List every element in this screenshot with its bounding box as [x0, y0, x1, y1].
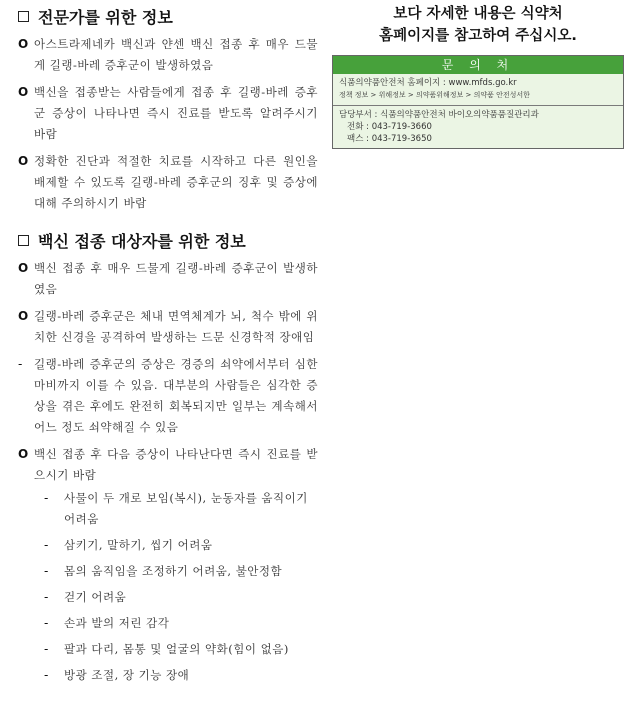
- left-column: [18, 0, 318, 686]
- dash-bullet-icon: -: [18, 357, 23, 371]
- dash-bullet-icon: -: [44, 491, 49, 505]
- dash-bullet-icon: -: [44, 616, 49, 630]
- dash-bullet-icon: -: [44, 668, 49, 682]
- list-item-text: 백신 접종 후 다음 증상이 나타난다면 즉시 진료를 받으시기 바람: [34, 447, 318, 482]
- notice: [332, 3, 624, 47]
- list-item-text: 길랭-바레 증후군은 체내 면역체계가 뇌, 척수 밖에 위치한 신경을 공격하여 발생하는 드문 신경학적 장애임: [34, 309, 318, 344]
- list-item-text: 백신 접종 후 매우 드물게 길랭-바레 증후군이 발생하였음: [34, 261, 318, 296]
- dash-bullet-icon: -: [44, 564, 49, 578]
- contact-homepage-block: [333, 74, 623, 106]
- recipients-heading-text: 백신 접종 대상자를 위한 정보: [38, 231, 246, 251]
- symptom-item: [18, 561, 318, 582]
- symptom-item: [18, 613, 318, 634]
- list-item-text: 길랭-바레 증후군의 증상은 경증의 쇠약에서부터 심한 마비까지 이를 수 있음. 대부분의 사람들은 심각한 증상을 겪은 후에도 완전히 회복되지만 일부는 계속해서 어느 정도 쇠약해질 수 있음: [34, 357, 318, 434]
- symptom-text: 삼키기, 말하기, 씹기 어려움: [64, 538, 213, 552]
- symptom-text: 걷기 어려움: [64, 590, 127, 604]
- symptom-text: 팔과 다리, 몸통 및 얼굴의 약화(힘이 없음): [64, 642, 289, 656]
- homepage-path: 정책 정보 > 위해정보 > 의약품위해정보 > 의약품 안전성서한: [339, 91, 530, 99]
- symptom-item: [18, 587, 318, 608]
- checkbox-square-icon: [18, 235, 29, 246]
- list-item: [18, 258, 318, 300]
- list-item: [18, 151, 318, 214]
- dash-bullet-icon: -: [44, 590, 49, 604]
- dash-bullet-icon: -: [44, 642, 49, 656]
- circle-bullet-icon: O: [18, 85, 29, 99]
- contact-title: 문 의 처: [333, 56, 623, 74]
- symptom-item: [18, 535, 318, 556]
- dash-bullet-icon: -: [44, 538, 49, 552]
- checkbox-square-icon: [18, 11, 29, 22]
- recipients-heading: [18, 228, 318, 252]
- experts-heading-text: 전문가를 위한 정보: [38, 7, 173, 27]
- experts-heading: [18, 4, 318, 28]
- symptom-text: 손과 발의 저린 감각: [64, 616, 170, 630]
- homepage-link[interactable]: 식품의약품안전처 홈페이지 : www.mfds.go.kr: [339, 78, 517, 88]
- symptom-text: 사물이 두 개로 보임(복시), 눈동자를 움직이기 어려움: [64, 491, 308, 526]
- list-item-text: 백신을 접종받는 사람들에게 접종 후 길랭-바레 증후군 증상이 나타나면 즉시 진료를 받도록 알려주시기 바람: [34, 85, 318, 141]
- circle-bullet-icon: O: [18, 37, 29, 51]
- contact-box: [332, 55, 624, 149]
- circle-bullet-icon: O: [18, 309, 29, 323]
- fax: 팩스 : 043-719-3650: [347, 134, 432, 144]
- list-item: [18, 306, 318, 348]
- symptom-item: [18, 665, 318, 686]
- symptom-list: [18, 488, 318, 686]
- recipients-list: [18, 258, 318, 686]
- right-column: [332, 0, 624, 149]
- experts-list: [18, 34, 318, 214]
- phone: 전화 : 043-719-3660: [347, 122, 432, 132]
- list-item: [18, 354, 318, 438]
- circle-bullet-icon: O: [18, 261, 29, 275]
- notice-line-1: 보다 자세한 내용은 식약처: [393, 6, 563, 22]
- department: 담당부서 : 식품의약품안전처 바이오의약품품질관리과: [339, 110, 539, 120]
- circle-bullet-icon: O: [18, 154, 29, 168]
- symptom-item: [18, 639, 318, 660]
- list-item-text: 정확한 진단과 적절한 치료를 시작하고 다른 원인을 배제할 수 있도록 길랭-바레 증후군의 징후 및 증상에 대해 주의하시기 바람: [34, 154, 318, 210]
- list-item: [18, 82, 318, 145]
- contact-department-block: [333, 106, 623, 148]
- list-item: [18, 34, 318, 76]
- list-item-text: 아스트라제네카 백신과 얀센 백신 접종 후 매우 드물게 길랭-바레 증후군이 발생하였음: [34, 37, 318, 72]
- symptom-item: [18, 488, 318, 530]
- symptom-text: 몸의 움직임을 조정하기 어려움, 불안정함: [64, 564, 283, 578]
- notice-line-2: 홈페이지를 참고하여 주십시오.: [379, 28, 577, 44]
- symptom-text: 방광 조절, 장 기능 장애: [64, 668, 190, 682]
- circle-bullet-icon: O: [18, 447, 29, 461]
- list-item: [18, 444, 318, 486]
